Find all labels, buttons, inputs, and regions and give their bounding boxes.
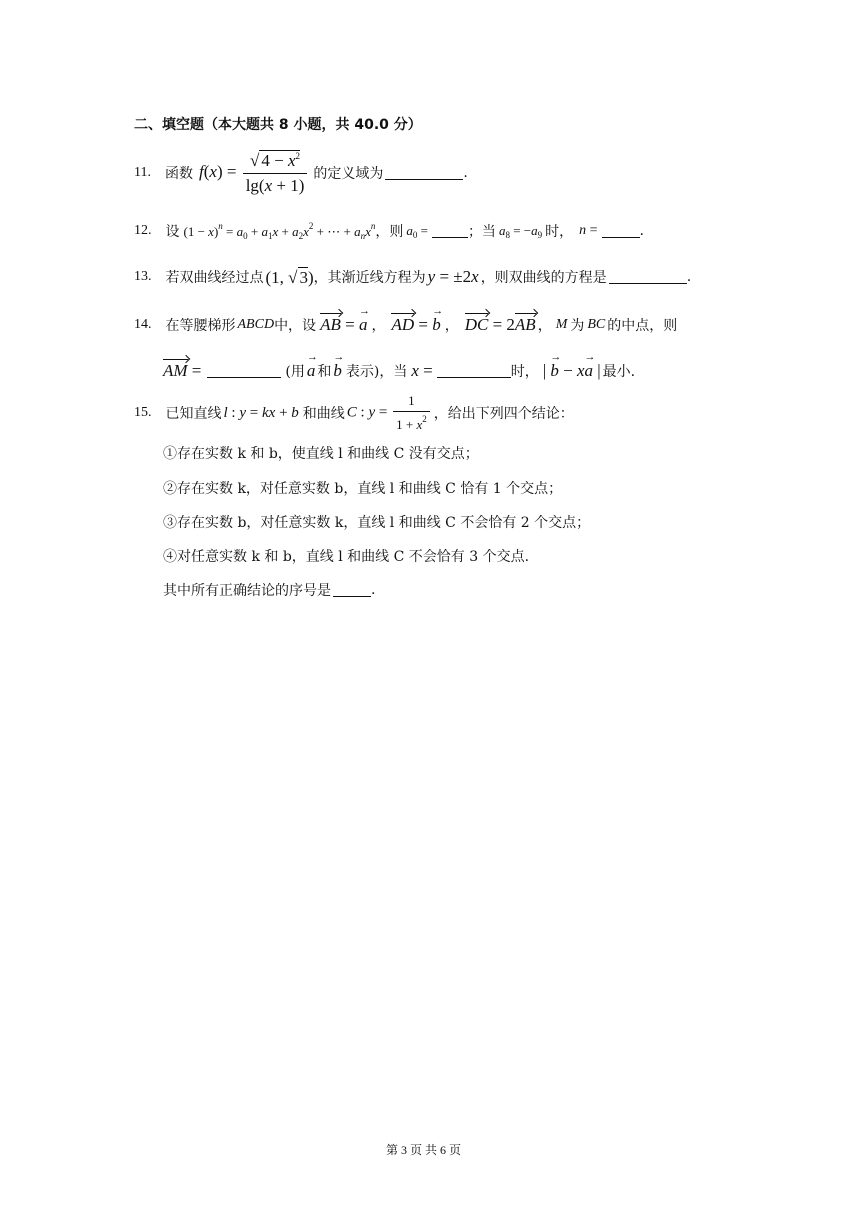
question-number: 11. xyxy=(134,165,151,180)
math-expression: AM = xyxy=(163,361,202,380)
answer-blank[interactable] xyxy=(602,225,640,238)
punctuation: ， xyxy=(537,318,552,334)
question-text: 为 xyxy=(570,318,585,334)
question-text: 中，设 xyxy=(274,318,317,334)
question-text: ；当 xyxy=(467,224,496,240)
question-text: ，其渐近线方程为 xyxy=(313,270,426,286)
question-text: (用 xyxy=(285,364,305,380)
math-expression: C : y = $\frac{1}{1 + x^2}$ xyxy=(347,393,432,433)
answer-blank[interactable] xyxy=(207,365,281,378)
question-text: 其中所有正确结论的序号是 xyxy=(163,583,331,599)
math-expression: AB = → a xyxy=(320,305,370,334)
math-text: ABCD xyxy=(237,317,275,332)
question-text: 和曲线 xyxy=(302,406,345,422)
question-14 xyxy=(134,305,678,338)
question-number: 15. xyxy=(134,405,152,420)
math-expression: l : y = kx + b xyxy=(223,404,299,421)
question-text: 表示)，当 xyxy=(345,364,408,380)
answer-blank[interactable] xyxy=(333,584,371,597)
question-text: ，则双曲线的方程是 xyxy=(480,270,607,286)
math-text: M xyxy=(555,317,568,332)
answer-blank[interactable] xyxy=(609,271,687,284)
question-number: 12. xyxy=(134,223,152,238)
vector-a: → a xyxy=(306,351,318,380)
math-expression: $a_8 = -a_9$ xyxy=(498,222,543,240)
question-11 xyxy=(134,145,468,201)
math-expression: f(x) = $\frac{√ 4 - x^2}{\lg(x + 1)}$ xyxy=(199,150,309,196)
vector-b: → b xyxy=(333,351,345,380)
question-15-closing xyxy=(163,580,375,600)
punctuation: . xyxy=(639,223,644,239)
question-14-line-2 xyxy=(163,351,636,384)
question-text: 已知直线 xyxy=(165,406,222,422)
question-text: 时， xyxy=(545,224,574,240)
math-expression: n = xyxy=(579,223,598,238)
math-expression: | → b − x → a | xyxy=(542,351,601,380)
answer-blank[interactable] xyxy=(437,365,511,378)
conclusion-item: ②存在实数 k，对任意实数 b，直线 l 和曲线 C 恰有 1 个交点； xyxy=(163,481,563,497)
punctuation: . xyxy=(463,165,468,181)
conclusion-item: ③存在实数 b，对任意实数 k，直线 l 和曲线 C 不会恰有 2 个交点； xyxy=(163,515,591,531)
question-text: 时， xyxy=(510,364,539,380)
math-expression: DC = 2AB xyxy=(464,315,536,334)
answer-blank[interactable] xyxy=(432,225,468,238)
question-text: ，则 xyxy=(375,224,404,240)
math-expression: AD = → b xyxy=(391,305,444,334)
section-heading: 二、填空题（本大题共 8 小题，共 40.0 分） xyxy=(134,117,422,133)
question-text: 若双曲线经过点 xyxy=(165,270,264,286)
punctuation: . xyxy=(371,582,376,598)
math-expression: (1, √ 3) xyxy=(265,267,314,287)
question-number: 14. xyxy=(134,317,152,332)
math-text: BC xyxy=(587,317,606,332)
answer-blank[interactable] xyxy=(385,167,463,180)
question-13 xyxy=(134,264,691,290)
math-expression: $(1 - x)^n = a_0 + a_1x + a_2x^2$ + ⋯ + $a_nx^n$ xyxy=(183,221,376,241)
page-footer: 第 3 页 共 6 页 xyxy=(386,1143,462,1157)
question-text: 的中点，则 xyxy=(607,318,678,334)
question-text: 的定义域为 xyxy=(313,166,384,182)
punctuation: ， xyxy=(444,318,459,334)
question-12 xyxy=(134,220,644,242)
conclusion-item: ④对任意实数 k 和 b，直线 l 和曲线 C 不会恰有 3 个交点. xyxy=(163,549,530,565)
math-expression: $a_0$ = xyxy=(406,222,428,240)
question-number: 13. xyxy=(134,269,152,284)
punctuation: ， xyxy=(371,318,386,334)
question-text: 函数 xyxy=(164,166,193,182)
question-15 xyxy=(134,392,574,434)
punctuation: . xyxy=(686,269,692,285)
question-text: ，给出下列四个结论： xyxy=(433,406,574,422)
fraction: $\frac{1}{1 + x^2}$ xyxy=(393,393,430,433)
math-expression: x = xyxy=(411,361,433,380)
question-text: 和 xyxy=(317,364,332,380)
fraction: $\frac{√ 4 - x^2}{\lg(x + 1)}$ xyxy=(243,150,308,196)
question-text: 在等腰梯形 xyxy=(165,318,236,334)
math-expression: y = ±2x xyxy=(427,267,479,286)
question-text: 最小. xyxy=(602,364,636,380)
question-text: 设 xyxy=(165,224,180,240)
conclusion-item: ①存在实数 k 和 b，使直线 l 和曲线 C 没有交点； xyxy=(163,446,479,462)
